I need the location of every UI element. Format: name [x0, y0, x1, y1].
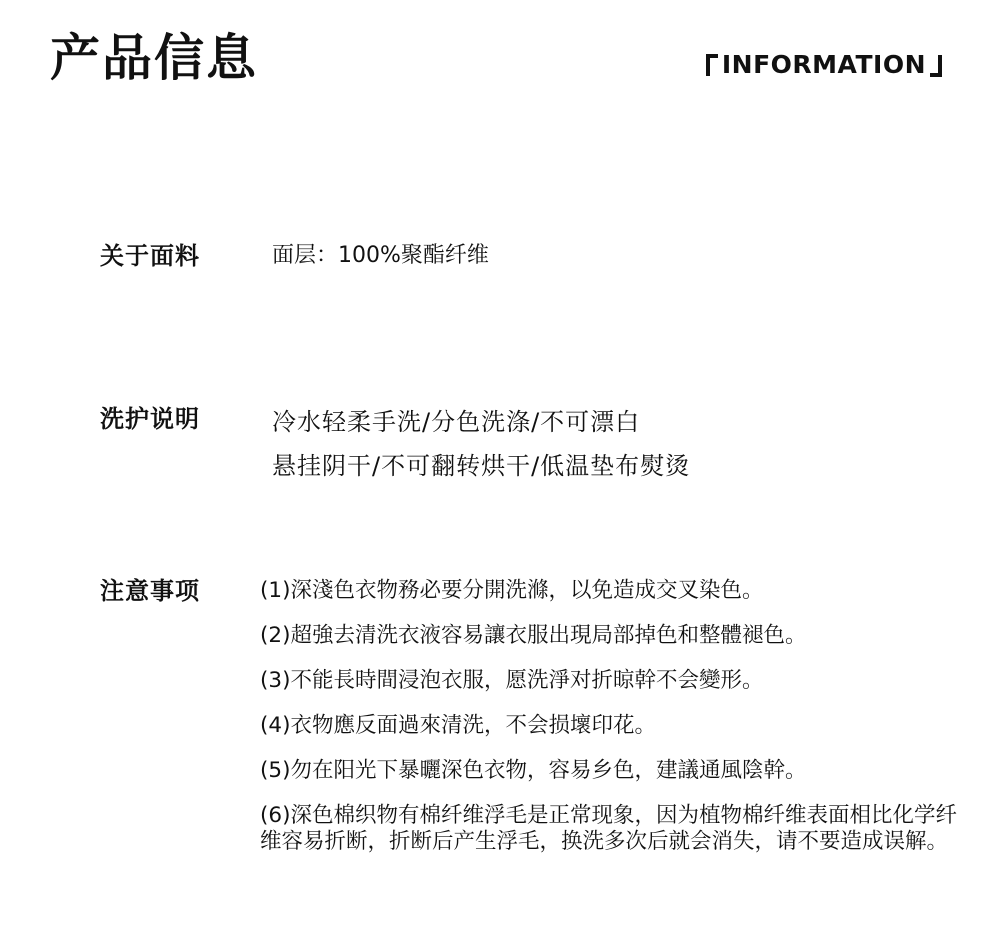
note-item: (6)深色棉织物有棉纤维浮毛是正常现象，因为植物棉纤维表面相比化学纤维容易折断，折断后产生浮毛，换洗多次后就会消失，请不要造成误解。	[260, 803, 957, 854]
care-instructions	[272, 400, 970, 488]
fabric-label: 关于面料	[100, 242, 200, 270]
page-title: 产品信息	[50, 29, 258, 87]
note-item: (3)不能長時間浸泡衣服，愿洗淨对折晾幹不会變形。	[260, 668, 764, 693]
care-section	[100, 400, 970, 488]
note-item: (5)勿在阳光下暴曬深色衣物，容易乡色，建議通風陰幹。	[260, 758, 807, 783]
left-corner-bracket-icon	[706, 54, 718, 76]
note-item: (4)衣物應反面過來清洗，不会损壞印花。	[260, 713, 656, 738]
notes-section	[100, 574, 970, 870]
care-line: 悬挂阴干/不可翻转烘干/低温垫布熨烫	[272, 452, 691, 480]
note-item: (2)超強去清洗衣液容易讓衣服出現局部掉色和整體褪色。	[260, 623, 807, 648]
fabric-value: 面层：100%聚酯纤维	[272, 243, 489, 268]
care-line: 冷水轻柔手洗/分色洗涤/不可漂白	[272, 408, 641, 436]
right-corner-bracket-icon	[930, 55, 942, 77]
fabric-section	[100, 240, 970, 272]
notes-list	[260, 574, 970, 870]
english-title-block	[706, 50, 942, 79]
english-title: INFORMATION	[721, 50, 926, 79]
care-label: 洗护说明	[100, 405, 200, 433]
notes-label: 注意事项	[100, 577, 200, 605]
note-item: (1)深淺色衣物務必要分開洗滌，以免造成交叉染色。	[260, 578, 764, 603]
